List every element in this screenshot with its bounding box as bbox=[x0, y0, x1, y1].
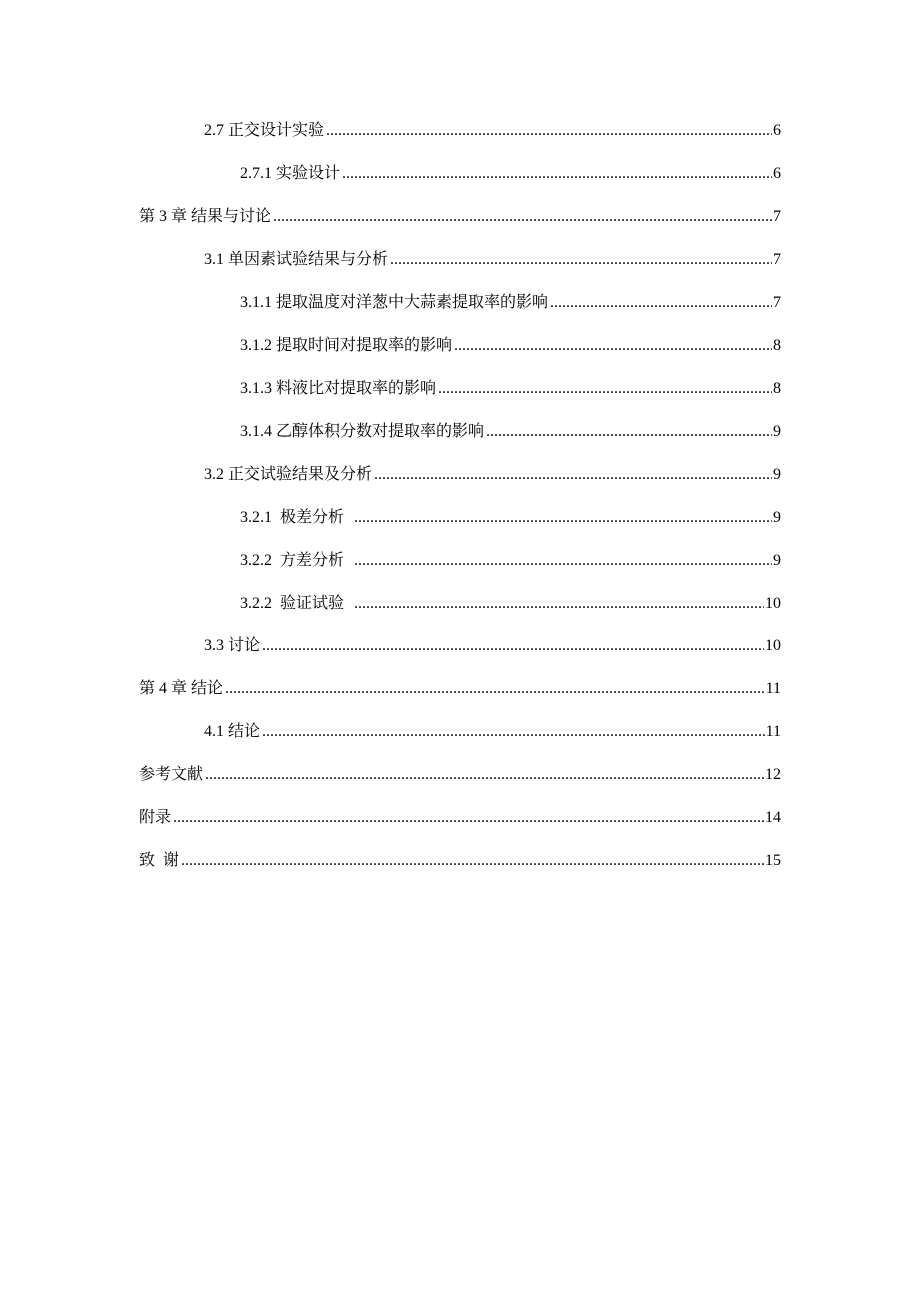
toc-leader-dots bbox=[262, 720, 765, 744]
toc-entry-3-1-1[interactable] bbox=[240, 291, 781, 315]
toc-entry-label: 致 谢 bbox=[139, 852, 180, 869]
toc-entry-label: 3.2.2 方差分析 bbox=[240, 552, 353, 569]
toc-leader-dots bbox=[181, 849, 764, 873]
toc-entry-label: 第 3 章 结果与讨论 bbox=[139, 208, 272, 225]
toc-page-number: 10 bbox=[765, 637, 781, 654]
toc-entry-appendix[interactable] bbox=[139, 806, 781, 830]
toc-leader-dots bbox=[486, 420, 772, 444]
toc-entry-label: 第 4 章 结论 bbox=[139, 680, 224, 697]
toc-leader-dots bbox=[374, 463, 772, 487]
toc-page-number: 9 bbox=[773, 423, 781, 440]
toc-leader-dots bbox=[438, 377, 772, 401]
toc-entry-3-2-2-variance[interactable] bbox=[240, 549, 781, 573]
toc-leader-dots bbox=[390, 248, 772, 272]
toc-entry-label: 4.1 结论 bbox=[204, 723, 261, 740]
toc-entry-2-7-1[interactable] bbox=[240, 162, 781, 186]
toc-entry-acknowledgements[interactable] bbox=[139, 849, 781, 873]
toc-page-number: 12 bbox=[765, 766, 781, 783]
toc-page-number: 6 bbox=[773, 165, 781, 182]
toc-entry-3-3[interactable] bbox=[204, 634, 781, 658]
toc-leader-dots bbox=[550, 291, 772, 315]
toc-entry-3-1-3[interactable] bbox=[240, 377, 781, 401]
toc-entry-label: 2.7.1 实验设计 bbox=[240, 165, 341, 182]
toc-leader-dots bbox=[173, 806, 764, 830]
toc-leader-dots bbox=[354, 549, 772, 573]
toc-leader-dots bbox=[262, 634, 764, 658]
toc-entry-3-1[interactable] bbox=[204, 248, 781, 272]
toc-page-number: 9 bbox=[773, 552, 781, 569]
toc-entry-label: 参考文献 bbox=[139, 766, 204, 783]
toc-page-number: 6 bbox=[773, 122, 781, 139]
toc-entry-references[interactable] bbox=[139, 763, 781, 787]
toc-page-number: 15 bbox=[765, 852, 781, 869]
toc-entry-label: 3.1.1 提取温度对洋葱中大蒜素提取率的影响 bbox=[240, 294, 549, 311]
toc-leader-dots bbox=[205, 763, 764, 787]
toc-leader-dots bbox=[342, 162, 772, 186]
toc-entry-label: 附录 bbox=[139, 809, 172, 826]
toc-page-number: 8 bbox=[773, 380, 781, 397]
toc-page-number: 7 bbox=[773, 251, 781, 268]
toc-entry-chapter-4[interactable] bbox=[139, 677, 781, 701]
toc-entry-3-2[interactable] bbox=[204, 463, 781, 487]
toc-page-number: 8 bbox=[773, 337, 781, 354]
toc-page-number: 9 bbox=[773, 509, 781, 526]
toc-entry-label: 3.3 讨论 bbox=[204, 637, 261, 654]
toc-entry-label: 3.1.4 乙醇体积分数对提取率的影响 bbox=[240, 423, 485, 440]
toc-page-number: 11 bbox=[765, 723, 781, 740]
toc-entry-4-1[interactable] bbox=[204, 720, 781, 744]
toc-entry-3-2-2-verification[interactable] bbox=[240, 592, 781, 616]
toc-page-number: 7 bbox=[773, 294, 781, 311]
toc-entry-label: 3.1.2 提取时间对提取率的影响 bbox=[240, 337, 453, 354]
toc-page-number: 9 bbox=[773, 466, 781, 483]
toc-page-number: 11 bbox=[765, 680, 781, 697]
toc-entry-label: 3.2.2 验证试验 bbox=[240, 595, 353, 612]
toc-entry-3-1-2[interactable] bbox=[240, 334, 781, 358]
toc-leader-dots bbox=[454, 334, 772, 358]
toc-entry-label: 3.1.3 料液比对提取率的影响 bbox=[240, 380, 437, 397]
toc-entry-label: 3.2.1 极差分析 bbox=[240, 509, 353, 526]
toc-leader-dots bbox=[225, 677, 765, 701]
toc-leader-dots bbox=[354, 592, 764, 616]
toc-entry-label: 2.7 正交设计实验 bbox=[204, 122, 325, 139]
toc-leader-dots bbox=[354, 506, 772, 530]
toc-entry-3-2-1[interactable] bbox=[240, 506, 781, 530]
toc-leader-dots bbox=[326, 119, 772, 143]
toc-entry-2-7[interactable] bbox=[204, 119, 781, 143]
toc-page-number: 10 bbox=[765, 595, 781, 612]
toc-leader-dots bbox=[273, 205, 772, 229]
toc-entry-3-1-4[interactable] bbox=[240, 420, 781, 444]
toc-entry-chapter-3[interactable] bbox=[139, 205, 781, 229]
toc-page-number: 14 bbox=[765, 809, 781, 826]
toc-entry-label: 3.2 正交试验结果及分析 bbox=[204, 466, 373, 483]
toc-page-number: 7 bbox=[773, 208, 781, 225]
toc-entry-label: 3.1 单因素试验结果与分析 bbox=[204, 251, 389, 268]
